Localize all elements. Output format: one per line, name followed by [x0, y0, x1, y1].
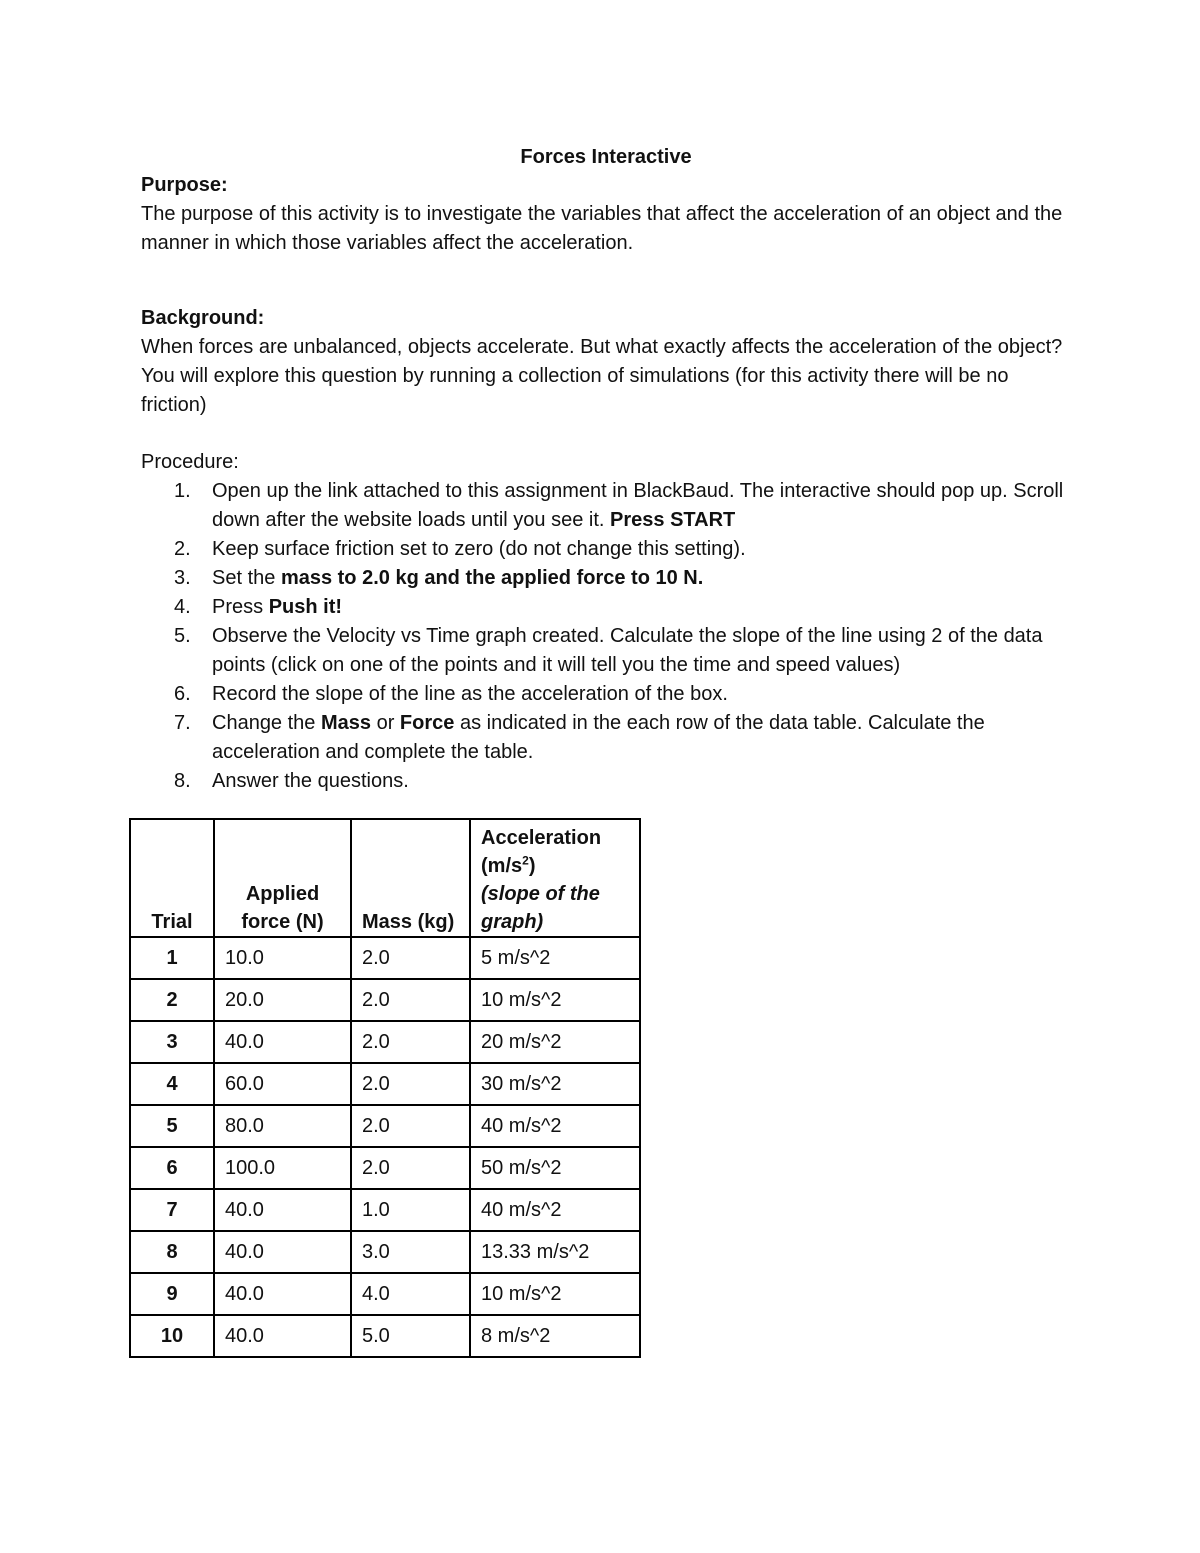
data-table [129, 818, 641, 1358]
acceleration-cell: 30 m/s^2 [470, 1063, 640, 1105]
trial-cell: 3 [130, 1021, 214, 1063]
force-cell: 100.0 [214, 1147, 351, 1189]
procedure-step: 4. Press Push it! [174, 596, 343, 618]
force-cell: 40.0 [214, 1189, 351, 1231]
force-cell: 20.0 [214, 979, 351, 1021]
table-row [130, 979, 640, 1021]
procedure-heading: Procedure: [141, 451, 239, 473]
acceleration-cell: 8 m/s^2 [470, 1315, 640, 1357]
table-row [130, 1147, 640, 1189]
force-cell: 40.0 [214, 1273, 351, 1315]
trial-cell: 5 [130, 1105, 214, 1147]
procedure-step: 7. Change the Mass or Force as indicated in the each row of the data table. Calculate the acceleration and complete the table. [174, 712, 985, 763]
acceleration-cell: 10 m/s^2 [470, 979, 640, 1021]
trial-cell: 10 [130, 1315, 214, 1357]
table-row [130, 1021, 640, 1063]
procedure-step: 5. Observe the Velocity vs Time graph created. Calculate the slope of the line using 2 of the data points (click on one of the points and it will tell you the time and speed values) [174, 625, 1043, 676]
background-text: When forces are unbalanced, objects accelerate. But what exactly affects the acceleration of the object? You will explore this question by running a collection of simulations (for this activity there will be no friction) [141, 336, 1063, 416]
mass-cell: 2.0 [351, 979, 470, 1021]
background-heading: Background: [141, 307, 265, 329]
header-mass: Mass (kg) [351, 819, 470, 937]
trial-cell: 8 [130, 1231, 214, 1273]
table-row [130, 1273, 640, 1315]
trial-cell: 9 [130, 1273, 214, 1315]
trial-cell: 1 [130, 937, 214, 979]
document-title: Forces Interactive [520, 146, 692, 168]
force-cell: 10.0 [214, 937, 351, 979]
mass-cell: 1.0 [351, 1189, 470, 1231]
table-row [130, 1189, 640, 1231]
trial-cell: 7 [130, 1189, 214, 1231]
acceleration-cell: 40 m/s^2 [470, 1105, 640, 1147]
force-cell: 80.0 [214, 1105, 351, 1147]
procedure-step: 6. Record the slope of the line as the acceleration of the box. [174, 683, 728, 705]
mass-cell: 2.0 [351, 1063, 470, 1105]
procedure-step: 3. Set the mass to 2.0 kg and the applied force to 10 N. [174, 567, 704, 589]
table-header-row [130, 819, 640, 937]
force-cell: 60.0 [214, 1063, 351, 1105]
mass-cell: 3.0 [351, 1231, 470, 1273]
mass-cell: 4.0 [351, 1273, 470, 1315]
mass-cell: 2.0 [351, 1021, 470, 1063]
purpose-heading: Purpose: [141, 174, 228, 196]
mass-cell: 2.0 [351, 1105, 470, 1147]
acceleration-cell: 13.33 m/s^2 [470, 1231, 640, 1273]
table-row [130, 1315, 640, 1357]
table-row [130, 937, 640, 979]
mass-cell: 2.0 [351, 1147, 470, 1189]
trial-cell: 2 [130, 979, 214, 1021]
trial-cell: 6 [130, 1147, 214, 1189]
procedure-step: 1. Open up the link attached to this assignment in BlackBaud. The interactive should pop up. Scroll down after the website loads until you see it. Press START [174, 480, 1064, 531]
header-applied-force: Applied force (N) [214, 819, 351, 937]
table-row [130, 1063, 640, 1105]
acceleration-cell: 50 m/s^2 [470, 1147, 640, 1189]
table-row [130, 1231, 640, 1273]
purpose-text: The purpose of this activity is to investigate the variables that affect the acceleration of an object and the manner in which those variables affect the acceleration. [141, 203, 1063, 254]
trial-cell: 4 [130, 1063, 214, 1105]
procedure-step: 2. Keep surface friction set to zero (do not change this setting). [174, 538, 746, 560]
force-cell: 40.0 [214, 1231, 351, 1273]
acceleration-cell: 5 m/s^2 [470, 937, 640, 979]
mass-cell: 2.0 [351, 937, 470, 979]
procedure-step: 8. Answer the questions. [174, 770, 409, 792]
table-row [130, 1105, 640, 1147]
mass-cell: 5.0 [351, 1315, 470, 1357]
acceleration-cell: 20 m/s^2 [470, 1021, 640, 1063]
header-acceleration: Acceleration $(m/s^2)$ (slope of the graph) [470, 819, 640, 937]
acceleration-cell: 10 m/s^2 [470, 1273, 640, 1315]
force-cell: 40.0 [214, 1021, 351, 1063]
acceleration-cell: 40 m/s^2 [470, 1189, 640, 1231]
procedure-steps [141, 477, 1071, 796]
header-trial: Trial [130, 819, 214, 937]
force-cell: 40.0 [214, 1315, 351, 1357]
document-body [141, 143, 1071, 796]
